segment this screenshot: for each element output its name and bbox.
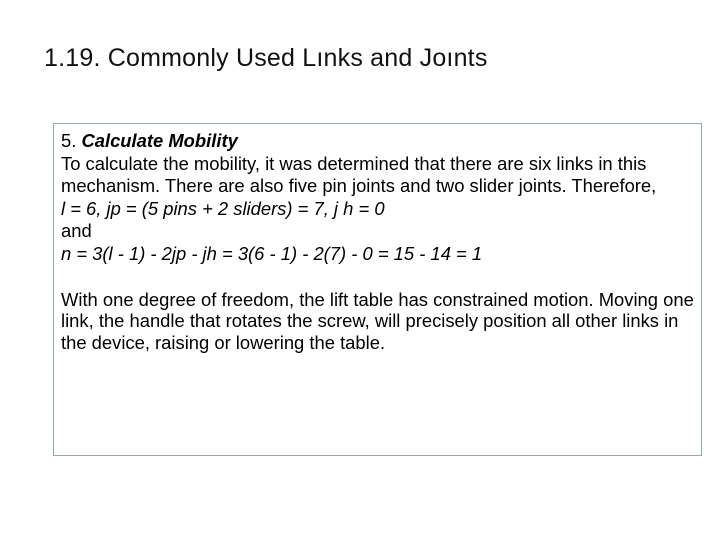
connector-text: and xyxy=(61,220,92,242)
conclusion-paragraph: With one degree of freedom, the lift table has constrained motion. Moving one link, the handle that rotates the screw, will precisely position all other links in the device, raising or lowering the table. xyxy=(61,288,694,353)
section-number: 5. xyxy=(61,130,82,151)
section-heading xyxy=(61,130,695,153)
equation-link-joint-counts: l = 6, jp = (5 pins + 2 sliders) = 7, j h = 0 xyxy=(61,197,385,219)
intro-paragraph: To calculate the mobility, it was determined that there are six links in this mechanism. There are also five pin joints and two slider joints. Therefore, xyxy=(61,152,657,197)
section-heading-text: Calculate Mobility xyxy=(81,130,238,151)
paragraph-spacer xyxy=(61,266,695,289)
equation-mobility: n = 3(l - 1) - 2jp - jh = 3(6 - 1) - 2(7) - 0 = 15 - 14 = 1 xyxy=(61,242,483,264)
content-box xyxy=(53,123,702,456)
slide-title: 1.19. Commonly Used Lınks and Joınts xyxy=(44,44,488,72)
